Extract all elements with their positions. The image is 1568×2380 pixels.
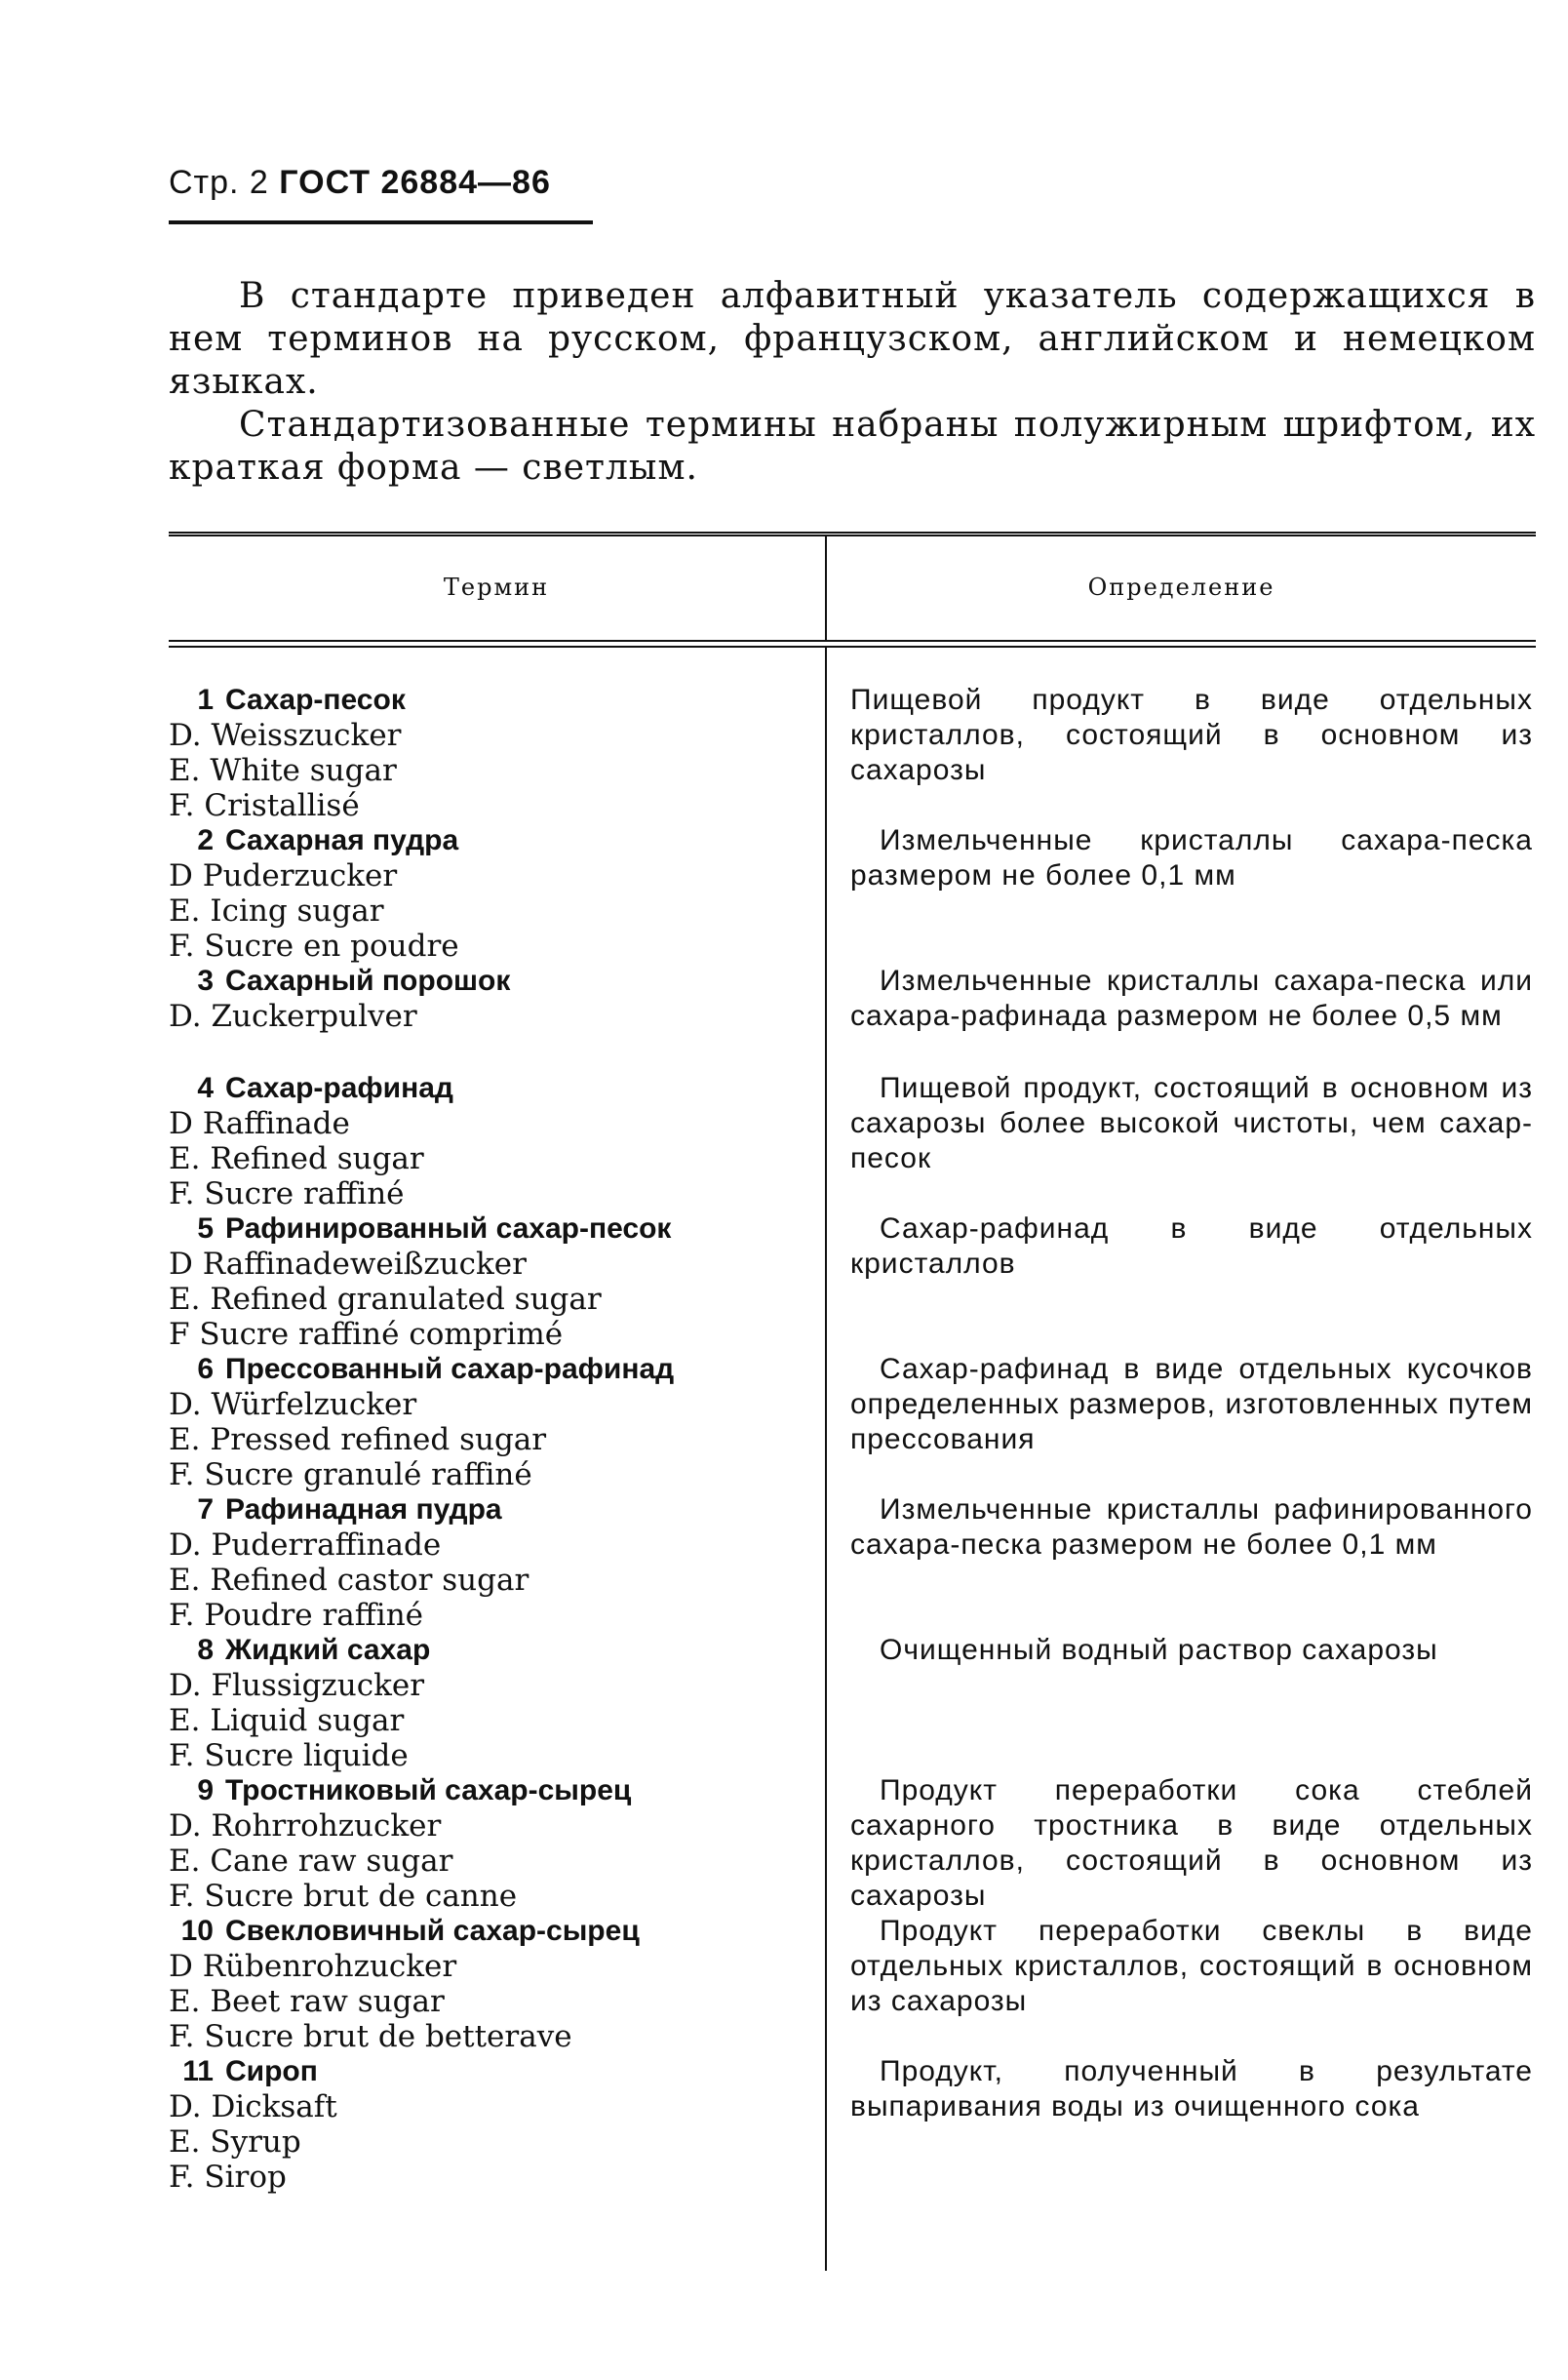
term-translation-en: E. Liquid sugar xyxy=(169,1703,405,1738)
term-name: Сахарная пудра xyxy=(225,824,459,856)
term-name: Сахарный порошок xyxy=(225,965,511,997)
term-translation-fr: F Sucre raffiné comprimé xyxy=(169,1317,564,1352)
term-name: Свекловичный сахар-сырец xyxy=(225,1915,640,1947)
term-name: Прессованный сахар-рафинад xyxy=(225,1353,675,1385)
term-translation-fr: F. Sirop xyxy=(169,2160,287,2195)
definition-text: Пищевой продукт, состоящий в основном из сахарозы более высокой чистоты, чем сахар-песок xyxy=(850,1072,1533,1174)
definition-text: Сахар-рафинад в виде отдельных кристаллов xyxy=(850,1212,1533,1280)
table-header-rule xyxy=(169,640,1536,642)
term-entry-2 xyxy=(169,823,459,964)
definition-7 xyxy=(850,1492,1533,1563)
term-number: 3 xyxy=(197,965,214,997)
term-name: Сироп xyxy=(225,2055,318,2087)
term-number: 8 xyxy=(197,1634,214,1666)
header-rule xyxy=(169,220,593,224)
term-number: 4 xyxy=(197,1072,214,1104)
term-translation-de: D Raffinadeweißzucker xyxy=(169,1247,527,1282)
term-translation-de: D Raffinade xyxy=(169,1106,350,1141)
term-entry-9 xyxy=(169,1773,631,1914)
term-translation-fr: F. Sucre en poudre xyxy=(169,929,459,964)
term-entry-1 xyxy=(169,683,406,823)
term-translation-en: E. Refined sugar xyxy=(169,1141,424,1176)
definition-10 xyxy=(850,1914,1533,2019)
term-translation-en: E. White sugar xyxy=(169,753,397,788)
term-title xyxy=(169,1492,529,1527)
page-number: Стр. 2 xyxy=(169,164,269,201)
definition-text: Измельченные кристаллы рафинированного сахара-песка размером не более 0,1 мм xyxy=(850,1493,1533,1561)
term-entry-10 xyxy=(169,1914,640,2054)
term-entry-7 xyxy=(169,1492,529,1633)
term-translation-de: D. Flussigzucker xyxy=(169,1668,425,1703)
term-title xyxy=(169,1211,671,1247)
term-entry-6 xyxy=(169,1352,674,1492)
definition-5 xyxy=(850,1211,1533,1282)
definition-8 xyxy=(850,1633,1533,1668)
term-translation-en: E. Icing sugar xyxy=(169,893,384,929)
definition-text: Измельченные кристаллы сахара-песка или сахара-рафинада размером не более 0,5 мм xyxy=(850,965,1533,1032)
table-top-rule xyxy=(169,532,1536,534)
term-number: 7 xyxy=(197,1493,214,1526)
page-header xyxy=(169,164,551,202)
column-header-definition: Определение xyxy=(1087,574,1275,601)
term-title xyxy=(169,1352,674,1387)
term-name: Рафинированный сахар-песок xyxy=(225,1212,672,1245)
term-name: Сахар-рафинад xyxy=(225,1072,453,1104)
definition-2 xyxy=(850,823,1533,893)
term-name: Тростниковый сахар-сырец xyxy=(225,1774,632,1806)
table-header-rule-2 xyxy=(169,646,1536,648)
term-title xyxy=(169,823,459,858)
definition-text: Сахар-рафинад в виде отдельных кусочков определенных размеров, изготовленных путем прессования xyxy=(850,1353,1533,1455)
definition-text: Очищенный водный раствор сахарозы xyxy=(880,1634,1438,1666)
term-number: 9 xyxy=(197,1774,214,1806)
term-entry-11 xyxy=(169,2054,337,2195)
term-translation-fr: F. Sucre raffiné xyxy=(169,1176,405,1211)
definition-3 xyxy=(850,964,1533,1034)
column-header-term: Термин xyxy=(443,574,550,601)
term-title xyxy=(169,1773,631,1808)
term-translation-fr: F. Poudre raffiné xyxy=(169,1598,424,1633)
definition-text: Продукт переработки сока стеблей сахарного тростника в виде отдельных кристаллов, состоящий в основном из сахарозы xyxy=(850,1774,1533,1912)
definition-9 xyxy=(850,1773,1533,1914)
table-top-rule-2 xyxy=(169,535,1536,536)
term-name: Жидкий сахар xyxy=(225,1634,431,1666)
definition-text: Пищевой продукт в виде отдельных кристаллов, состоящий в основном из сахарозы xyxy=(850,684,1533,786)
term-translation-de: D. Rohrrohzucker xyxy=(169,1808,442,1844)
term-translation-fr: F. Cristallisé xyxy=(169,788,360,823)
definition-1 xyxy=(850,683,1533,788)
term-translation-en: E. Refined castor sugar xyxy=(169,1563,529,1598)
term-name: Сахар-песок xyxy=(225,684,406,716)
term-title xyxy=(169,1071,453,1106)
term-translation-de: D. Weisszucker xyxy=(169,718,402,753)
term-entry-8 xyxy=(169,1633,430,1773)
term-title xyxy=(169,1914,640,1949)
term-translation-de: D. Puderraffinade xyxy=(169,1527,442,1563)
body-column-divider xyxy=(825,648,827,2271)
term-translation-en: E. Pressed refined sugar xyxy=(169,1422,547,1457)
definition-11 xyxy=(850,2054,1533,2124)
term-number: 10 xyxy=(180,1915,214,1947)
definition-text: Измельченные кристаллы сахара-песка размером не более 0,1 мм xyxy=(850,824,1533,892)
term-translation-de: D. Dicksaft xyxy=(169,2089,337,2124)
term-number: 11 xyxy=(182,2055,214,2087)
term-translation-en: E. Cane raw sugar xyxy=(169,1844,453,1879)
term-name: Рафинадная пудра xyxy=(225,1493,502,1526)
term-entry-5 xyxy=(169,1211,671,1352)
term-translation-en: E. Syrup xyxy=(169,2124,301,2160)
definition-4 xyxy=(850,1071,1533,1176)
term-translation-de: D Rübenrohzucker xyxy=(169,1949,457,1984)
term-number: 5 xyxy=(197,1212,214,1245)
term-title xyxy=(169,964,510,999)
term-number: 2 xyxy=(197,824,214,856)
term-translation-en: E. Refined granulated sugar xyxy=(169,1282,602,1317)
term-number: 6 xyxy=(197,1353,214,1385)
term-translation-en: E. Beet raw sugar xyxy=(169,1984,445,2019)
term-translation-fr: F. Sucre brut de canne xyxy=(169,1879,518,1914)
term-entry-4 xyxy=(169,1071,453,1211)
term-entry-3 xyxy=(169,964,510,1034)
definition-text: Продукт переработки свеклы в виде отдельных кристаллов, состоящий в основном из сахарозы xyxy=(850,1915,1533,2017)
term-translation-fr: F. Sucre liquide xyxy=(169,1738,409,1773)
term-translation-de: D. Würfelzucker xyxy=(169,1387,417,1422)
term-title xyxy=(169,1633,430,1668)
document-code: ГОСТ 26884—86 xyxy=(279,164,551,201)
term-number: 1 xyxy=(197,684,214,716)
definition-6 xyxy=(850,1352,1533,1457)
term-translation-de: D Puderzucker xyxy=(169,858,398,893)
intro-paragraph-2: Стандартизованные термины набраны полужирным шрифтом, их краткая форма — светлым. xyxy=(169,405,1536,488)
intro-text xyxy=(169,275,1536,490)
term-translation-de: D. Zuckerpulver xyxy=(169,999,417,1034)
term-translation-fr: F. Sucre granulé raffiné xyxy=(169,1457,532,1492)
term-translation-fr: F. Sucre brut de betterave xyxy=(169,2019,572,2054)
term-title xyxy=(169,2054,337,2089)
intro-paragraph-1: В стандарте приведен алфавитный указатель содержащихся в нем терминов на русском, французском, английском и немецком языках. xyxy=(169,276,1536,402)
definition-text: Продукт, полученный в результате выпаривания воды из очищенного сока xyxy=(850,2055,1533,2122)
term-title xyxy=(169,683,406,718)
